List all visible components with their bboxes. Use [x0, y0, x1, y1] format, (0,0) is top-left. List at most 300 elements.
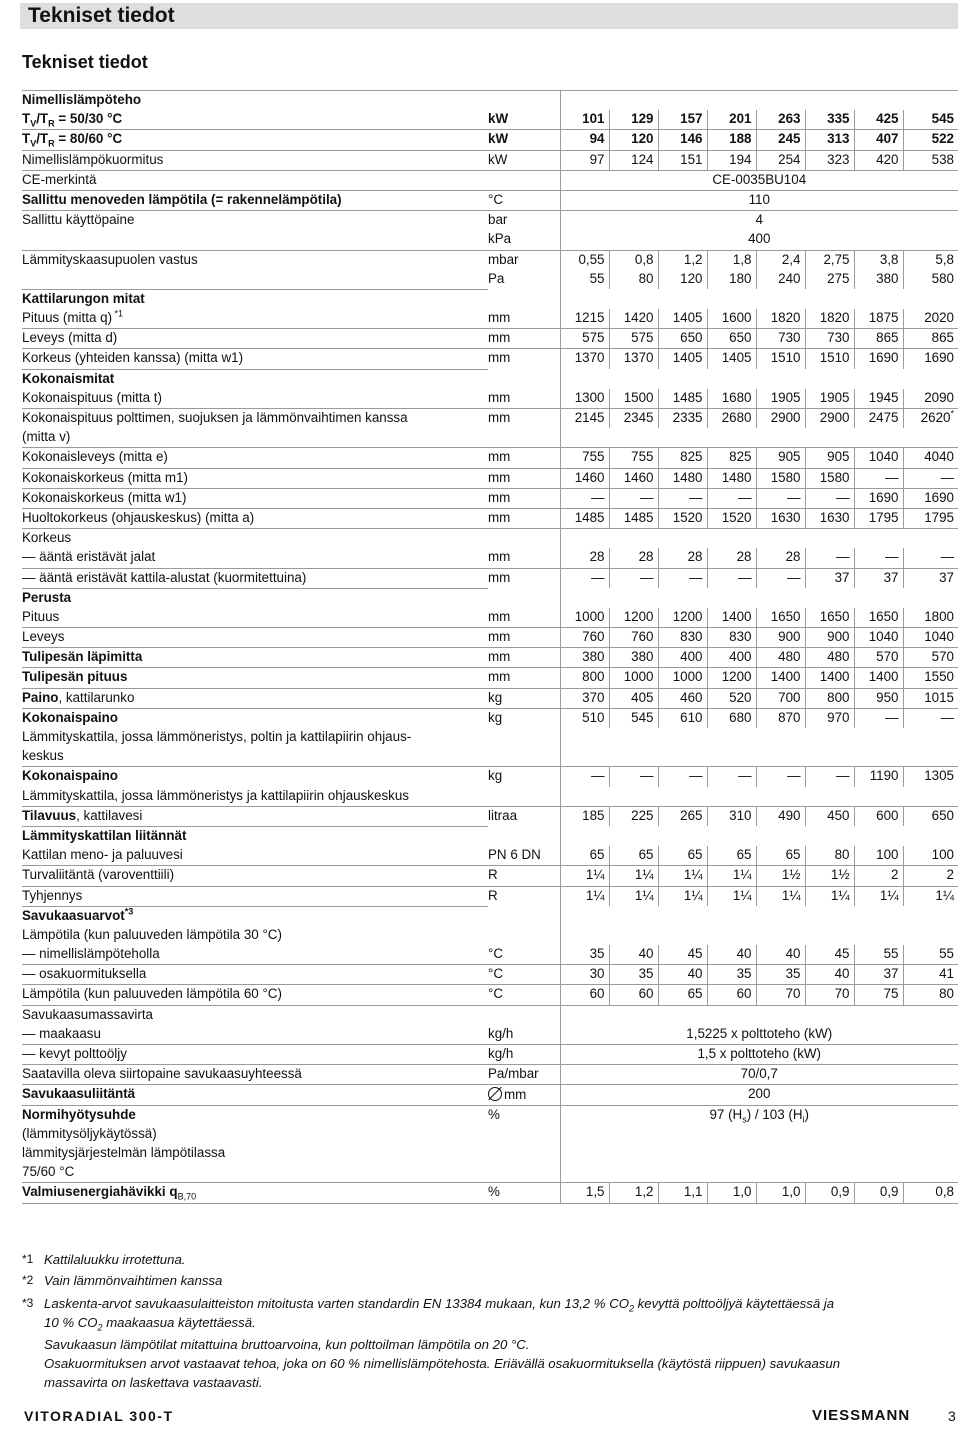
value-cell: 201 — [707, 110, 756, 130]
value-cell: 1,0 — [707, 1183, 756, 1203]
label-part: Tulipesän läpimitta — [22, 649, 143, 665]
value-cell: 510 — [560, 708, 609, 728]
value-cell-merged — [560, 1105, 958, 1125]
value-cell: 2090 — [903, 389, 958, 409]
value-cell: 490 — [756, 806, 805, 826]
value-cell: 2475 — [854, 409, 903, 429]
row-unit: kW — [488, 130, 560, 150]
value-cell: 825 — [707, 448, 756, 468]
footnote-text-part: kevyttä polttoöljyä käytettäessä ja — [634, 1296, 835, 1311]
table-row — [22, 508, 958, 528]
value-cell: 310 — [707, 806, 756, 826]
row-unit: mm — [488, 608, 511, 624]
value-cell: 1¼ — [707, 886, 756, 906]
label-part: Pituus (mitta q) — [22, 310, 113, 326]
table-row — [22, 150, 958, 170]
value-cell: 2345 — [609, 409, 658, 429]
value-cell: 1400 — [854, 668, 903, 688]
row-unit — [488, 826, 560, 846]
footnote-text-part: maakaasua käytettäessä. — [102, 1315, 256, 1330]
label-text: — ääntä eristävät jalat — [22, 549, 156, 565]
value-cell: 2,75 — [805, 250, 854, 270]
value-cell: 1460 — [560, 468, 609, 488]
row-label: Savukaasumassavirta — [22, 1005, 488, 1025]
value-cell: 70 — [756, 985, 805, 1005]
table-row — [22, 389, 958, 409]
row-unit: °C — [488, 190, 560, 210]
row-unit — [488, 1125, 560, 1144]
row-label: Saatavilla oleva siirtopaine savukaasuyhteessä — [22, 1065, 488, 1085]
value-cell: 380 — [854, 270, 903, 290]
value-cell: — — [658, 488, 707, 508]
value-cell: 580 — [903, 270, 958, 290]
value-cell: 1,1 — [658, 1183, 707, 1203]
value-cell: — — [756, 767, 805, 787]
value-cell: 35 — [609, 965, 658, 985]
value-cell: 41 — [903, 965, 958, 985]
table-row — [22, 806, 958, 826]
row-unit — [488, 1085, 560, 1105]
row-label — [22, 548, 488, 568]
value-cell: 45 — [805, 945, 854, 965]
row-label — [22, 1183, 488, 1203]
row-label: keskus — [22, 748, 64, 764]
value-cell: 1,5 — [560, 1183, 609, 1203]
value-cell: 1420 — [609, 309, 658, 329]
value-cell: 30 — [560, 965, 609, 985]
value-cell: 1485 — [658, 389, 707, 409]
row-label: Turvaliitäntä (varoventtiili) — [22, 866, 488, 886]
value-cell: 101 — [560, 110, 609, 130]
value-cell: 865 — [903, 329, 958, 349]
value-cell: 45 — [658, 945, 707, 965]
value-cell-empty — [560, 826, 958, 846]
value-cell: 1520 — [707, 508, 756, 528]
row-unit: mm — [488, 668, 560, 688]
row-label: Leveys — [22, 628, 488, 648]
document-code — [0, 1300, 12, 1400]
value-cell-empty — [560, 1144, 958, 1163]
value-cell: 0,8 — [609, 250, 658, 270]
value-cell: 730 — [805, 329, 854, 349]
label-part: maakaasu — [39, 1025, 101, 1041]
value-cell-empty — [560, 906, 958, 926]
row-unit — [488, 747, 560, 767]
table-row — [22, 190, 958, 210]
label-part: Paino — [22, 689, 59, 705]
label-part: Tulipesän pituus — [22, 669, 128, 685]
specification-table-body — [22, 91, 958, 1204]
value-cell: 1650 — [756, 608, 805, 628]
row-label — [22, 906, 488, 926]
value-cell: 1400 — [707, 608, 756, 628]
value-cell: 760 — [560, 628, 609, 648]
value-cell: 380 — [609, 648, 658, 668]
value-cell-empty — [560, 369, 958, 389]
value-cell: 35 — [560, 945, 609, 965]
subscript: V — [30, 139, 37, 150]
value-cell: 700 — [756, 688, 805, 708]
table-row — [22, 1025, 958, 1045]
value-cell: 522 — [903, 130, 958, 150]
table-row — [22, 608, 958, 628]
value-cell: 407 — [854, 130, 903, 150]
label-text — [22, 310, 123, 325]
value-cell: 120 — [658, 270, 707, 290]
value-cell: 1400 — [756, 668, 805, 688]
value-cell: 65 — [658, 985, 707, 1005]
value-cell: 1460 — [609, 468, 658, 488]
value-cell: 1¼ — [658, 886, 707, 906]
page-number: 3 — [948, 1408, 956, 1424]
value-cell: 1½ — [756, 866, 805, 886]
label-part: ääntä eristävät jalat — [39, 549, 156, 565]
value-cell: 575 — [560, 329, 609, 349]
value-cell: 1500 — [609, 389, 658, 409]
value-cell: 1015 — [903, 688, 958, 708]
value-cell: 80 — [805, 846, 854, 866]
value-cell: 2 — [903, 866, 958, 886]
footnote-text-part: Laskenta-arvot savukaasulaitteiston mitoitusta varten standardin EN 13384 mukaan, kun 13,2 % CO — [44, 1296, 629, 1311]
value-cell: 4040 — [903, 448, 958, 468]
row-label: Tyhjennys — [22, 886, 488, 906]
section-header-title: Tekniset tiedot — [28, 4, 175, 27]
value-cell: 70 — [805, 985, 854, 1005]
table-row — [22, 1163, 958, 1183]
label-text: — maakaasu — [22, 1025, 101, 1041]
value-cell: 1¼ — [658, 866, 707, 886]
value-cell: — — [707, 488, 756, 508]
table-row — [22, 628, 958, 648]
value-cell-empty — [560, 747, 958, 767]
value-cell: 1550 — [903, 668, 958, 688]
label-text: — osakuormituksella — [22, 966, 147, 982]
value-cell: 1¼ — [805, 886, 854, 906]
label-text — [22, 1086, 135, 1101]
value-cell: 1680 — [707, 389, 756, 409]
table-row — [22, 767, 958, 787]
label-part: Kokonaispaino — [22, 768, 118, 784]
value-cell: — — [903, 468, 958, 488]
row-unit: kg/h — [488, 1045, 560, 1065]
value-cell: — — [805, 548, 854, 568]
value-cell: 1580 — [805, 468, 854, 488]
row-unit: mm — [488, 468, 560, 488]
value-cell: 1630 — [756, 508, 805, 528]
value-cell: 65 — [560, 846, 609, 866]
table-row — [22, 270, 958, 290]
value-cell: 157 — [658, 110, 707, 130]
value-cell: 755 — [609, 448, 658, 468]
value-cell: 40 — [609, 945, 658, 965]
value-cell-merged: 1,5 x polttoteho (kW) — [560, 1045, 958, 1065]
row-unit: °C — [488, 965, 560, 985]
table-row — [22, 965, 958, 985]
value-cell: 2620* — [903, 409, 958, 429]
value-cell: 0,8 — [903, 1183, 958, 1203]
value-cell-empty — [560, 926, 958, 945]
value-cell: 37 — [854, 965, 903, 985]
value-cell: 650 — [658, 329, 707, 349]
table-row — [22, 846, 958, 866]
value-cell: — — [707, 767, 756, 787]
footnote-ref: *3 — [124, 906, 134, 917]
table-row — [22, 409, 958, 429]
value-cell: 100 — [854, 846, 903, 866]
value-cell: 1¼ — [609, 866, 658, 886]
value-cell: 265 — [658, 806, 707, 826]
value-cell: 185 — [560, 806, 609, 826]
table-row — [22, 866, 958, 886]
row-label — [22, 1025, 488, 1045]
value-cell: 2 — [854, 866, 903, 886]
value-cell: 5,8 — [903, 250, 958, 270]
value-cell: 680 — [707, 708, 756, 728]
value-cell: 3,8 — [854, 250, 903, 270]
value-cell: 575 — [609, 329, 658, 349]
value-cell: 2335 — [658, 409, 707, 429]
row-label — [22, 270, 488, 290]
label-part: osakuormituksella — [39, 966, 147, 982]
label-text: — ääntä eristävät kattila-alustat (kuormitettuina) — [22, 569, 307, 585]
table-row — [22, 787, 958, 807]
row-unit — [488, 428, 560, 448]
value-cell: 970 — [805, 708, 854, 728]
row-unit: mm — [488, 389, 511, 405]
row-label — [22, 708, 488, 728]
row-label: Lämmityskaasupuolen vastus — [22, 250, 488, 270]
row-unit: mbar — [488, 250, 560, 270]
table-row — [22, 548, 958, 568]
value-cell: — — [560, 488, 609, 508]
section-row — [22, 529, 958, 549]
value-cell-empty — [560, 787, 958, 807]
value-cell: 100 — [903, 846, 958, 866]
row-label: CE-merkintä — [22, 170, 488, 190]
row-unit: bar — [488, 211, 560, 231]
label-text — [22, 908, 133, 923]
value-cell: 1510 — [805, 349, 854, 369]
row-unit: mm — [488, 329, 560, 349]
value-cell: 60 — [560, 985, 609, 1005]
value-cell: 1190 — [854, 767, 903, 787]
value-cell: 60 — [609, 985, 658, 1005]
table-row — [22, 1144, 958, 1163]
value-cell: 1600 — [707, 309, 756, 329]
value-cell: 80 — [609, 270, 658, 290]
row-label — [22, 945, 488, 965]
value-cell: 1370 — [560, 349, 609, 369]
table-row — [22, 250, 958, 270]
value-cell: 1650 — [805, 608, 854, 628]
value-cell: 1690 — [903, 488, 958, 508]
value-cell-merged: CE-0035BU104 — [560, 170, 958, 190]
value-cell: 35 — [756, 965, 805, 985]
row-unit — [488, 1144, 560, 1163]
footnote-text: 10 % $CO_2$ maakaasua käytettäessä. — [44, 1315, 256, 1333]
value-cell: 1,2 — [609, 1183, 658, 1203]
value-cell: 650 — [903, 806, 958, 826]
row-label: Kokonaispituus polttimen, suojuksen ja lämmönvaihtimen kanssa — [22, 409, 488, 429]
table-row — [22, 428, 958, 448]
value-cell: 0,55 — [560, 250, 609, 270]
row-unit: litraa — [488, 806, 560, 826]
value-cell: 400 — [707, 648, 756, 668]
value-cell: — — [854, 708, 903, 728]
table-row — [22, 110, 958, 130]
footnote-text: Osakuormituksen arvot vastaavat tehoa, joka on 60 % nimellislämpötehosta. Eriävällä osakuormituksella (käytöstä riippuen) savukaasun — [44, 1356, 841, 1371]
value-cell: 40 — [707, 945, 756, 965]
table-row — [22, 488, 958, 508]
value-cell: 65 — [707, 846, 756, 866]
value-cell: 755 — [560, 448, 609, 468]
value-cell: 2900 — [756, 409, 805, 429]
value-cell: 2145 — [560, 409, 609, 429]
value-cell: 28 — [609, 548, 658, 568]
row-label: Lämpötila (kun paluuveden lämpötila 60 °C) — [22, 985, 488, 1005]
value-cell: 65 — [609, 846, 658, 866]
row-unit: mm — [488, 349, 560, 369]
label-part: Savukaasuarvot — [22, 907, 125, 923]
value-cell: 1¼ — [609, 886, 658, 906]
label-part: Sallittu menoveden lämpötila (= rakennelämpötila) — [22, 191, 342, 207]
value-cell: 1795 — [903, 508, 958, 528]
value-cell: 900 — [805, 628, 854, 648]
value-cell: 240 — [756, 270, 805, 290]
subscript: s — [742, 1114, 747, 1125]
label-text: — kevyt polttoöljy — [22, 1046, 127, 1061]
value-cell: 2900 — [805, 409, 854, 429]
value-cell: 1300 — [560, 389, 609, 409]
row-unit: % — [488, 1105, 560, 1125]
table-row — [22, 211, 958, 231]
footnote-text: Vain lämmönvaihtimen kanssa — [44, 1273, 223, 1288]
row-label: Pituus — [22, 608, 60, 624]
table-row — [22, 568, 958, 588]
value-cell: 1650 — [854, 608, 903, 628]
row-label — [22, 648, 488, 668]
value-cell: 1630 — [805, 508, 854, 528]
value-cell: 1¼ — [756, 886, 805, 906]
value-cell: 1¼ — [707, 866, 756, 886]
label-text — [22, 710, 118, 725]
value-cell: 37 — [805, 568, 854, 588]
row-label — [22, 668, 488, 688]
value-cell: 480 — [756, 648, 805, 668]
value-cell: 480 — [805, 648, 854, 668]
row-label: Lämmityskattila, jossa lämmöneristys, poltin ja kattilapiirin ohjaus- — [22, 729, 412, 744]
subscript: R — [48, 139, 55, 150]
subscript: V — [30, 118, 37, 129]
value-cell: 28 — [658, 548, 707, 568]
label-text: $T_V/T_R = 80/60$ °C — [22, 131, 123, 150]
label-text — [22, 1184, 197, 1202]
table-row — [22, 1085, 958, 1105]
row-label: (mitta v) — [22, 429, 71, 445]
row-label: lämmitysjärjestelmän lämpötilassa — [22, 1144, 226, 1160]
table-row — [22, 1045, 958, 1065]
value-cell: — — [805, 488, 854, 508]
product-name: VITORADIAL 300-T — [24, 1408, 174, 1424]
value-cell: 129 — [609, 110, 658, 130]
value-cell: 570 — [903, 648, 958, 668]
label-part: nimellislämpöteholla — [39, 946, 160, 962]
table-row — [22, 1065, 958, 1085]
value-cell: 1905 — [805, 389, 854, 409]
table-row — [22, 1125, 958, 1144]
row-label: (lämmitysöljykäytössä) — [22, 1125, 157, 1141]
value-cell: — — [805, 767, 854, 787]
value-cell: 1200 — [658, 608, 707, 628]
value-cell: 28 — [707, 548, 756, 568]
value-cell: 1690 — [903, 349, 958, 369]
value-cell: 65 — [658, 846, 707, 866]
row-label — [22, 1045, 488, 1065]
row-unit: °C — [488, 946, 504, 962]
value-cell: 1405 — [707, 349, 756, 369]
value-cell: 400 — [658, 648, 707, 668]
value-cell: — — [560, 568, 609, 588]
value-cell: 870 — [756, 708, 805, 728]
value-cell: 538 — [903, 150, 958, 170]
row-unit: mm — [488, 628, 560, 648]
value-cell: 60 — [707, 985, 756, 1005]
brand-logo: VIESSMANN — [812, 1407, 911, 1424]
value-cell: 460 — [658, 688, 707, 708]
label-part: , kattilarunko — [58, 689, 135, 705]
table-row — [22, 230, 958, 250]
label-part: , kattilavesi — [76, 807, 143, 823]
table-row — [22, 985, 958, 1005]
row-unit: mm — [488, 568, 560, 588]
table-row — [22, 668, 958, 688]
row-label — [22, 1105, 488, 1125]
row-unit — [488, 170, 560, 190]
value-cell: 1000 — [609, 668, 658, 688]
label-part: Savukaasuliitäntä — [22, 1086, 136, 1102]
label-part: ääntä eristävät kattila-alustat (kuormitettuina) — [39, 569, 307, 585]
table-row — [22, 886, 958, 906]
value-cell: 1480 — [707, 468, 756, 488]
row-label — [22, 130, 488, 150]
footnote-mark: *1 — [22, 1252, 34, 1266]
label-part: Normihyötysuhde — [22, 1106, 136, 1122]
section-row — [22, 91, 958, 111]
footnote-text: massavirta on laskettava vastaavasti. — [44, 1375, 263, 1390]
value-cell-merged: 400 — [560, 230, 958, 250]
section-row — [22, 588, 958, 608]
label-part: kevyt polttoöljy — [39, 1046, 127, 1061]
value-cell: 825 — [658, 448, 707, 468]
value-cell: 37 — [903, 568, 958, 588]
value-cell: 1400 — [805, 668, 854, 688]
value-cell: 40 — [658, 965, 707, 985]
value-cell: — — [658, 767, 707, 787]
value-cell: 1905 — [756, 389, 805, 409]
value-cell: 905 — [756, 448, 805, 468]
value-cell: 1485 — [560, 508, 609, 528]
row-label: Kokonaisleveys (mitta e) — [22, 448, 488, 468]
value-cell: 450 — [805, 806, 854, 826]
value-cell: 40 — [756, 945, 805, 965]
value-cell: 0,9 — [805, 1183, 854, 1203]
value-cell: 275 — [805, 270, 854, 290]
value-cell-empty — [560, 1125, 958, 1144]
value-cell: 370 — [560, 688, 609, 708]
value-cell: 1040 — [854, 628, 903, 648]
value-cell-empty — [560, 1005, 958, 1025]
value-cell: 1040 — [854, 448, 903, 468]
